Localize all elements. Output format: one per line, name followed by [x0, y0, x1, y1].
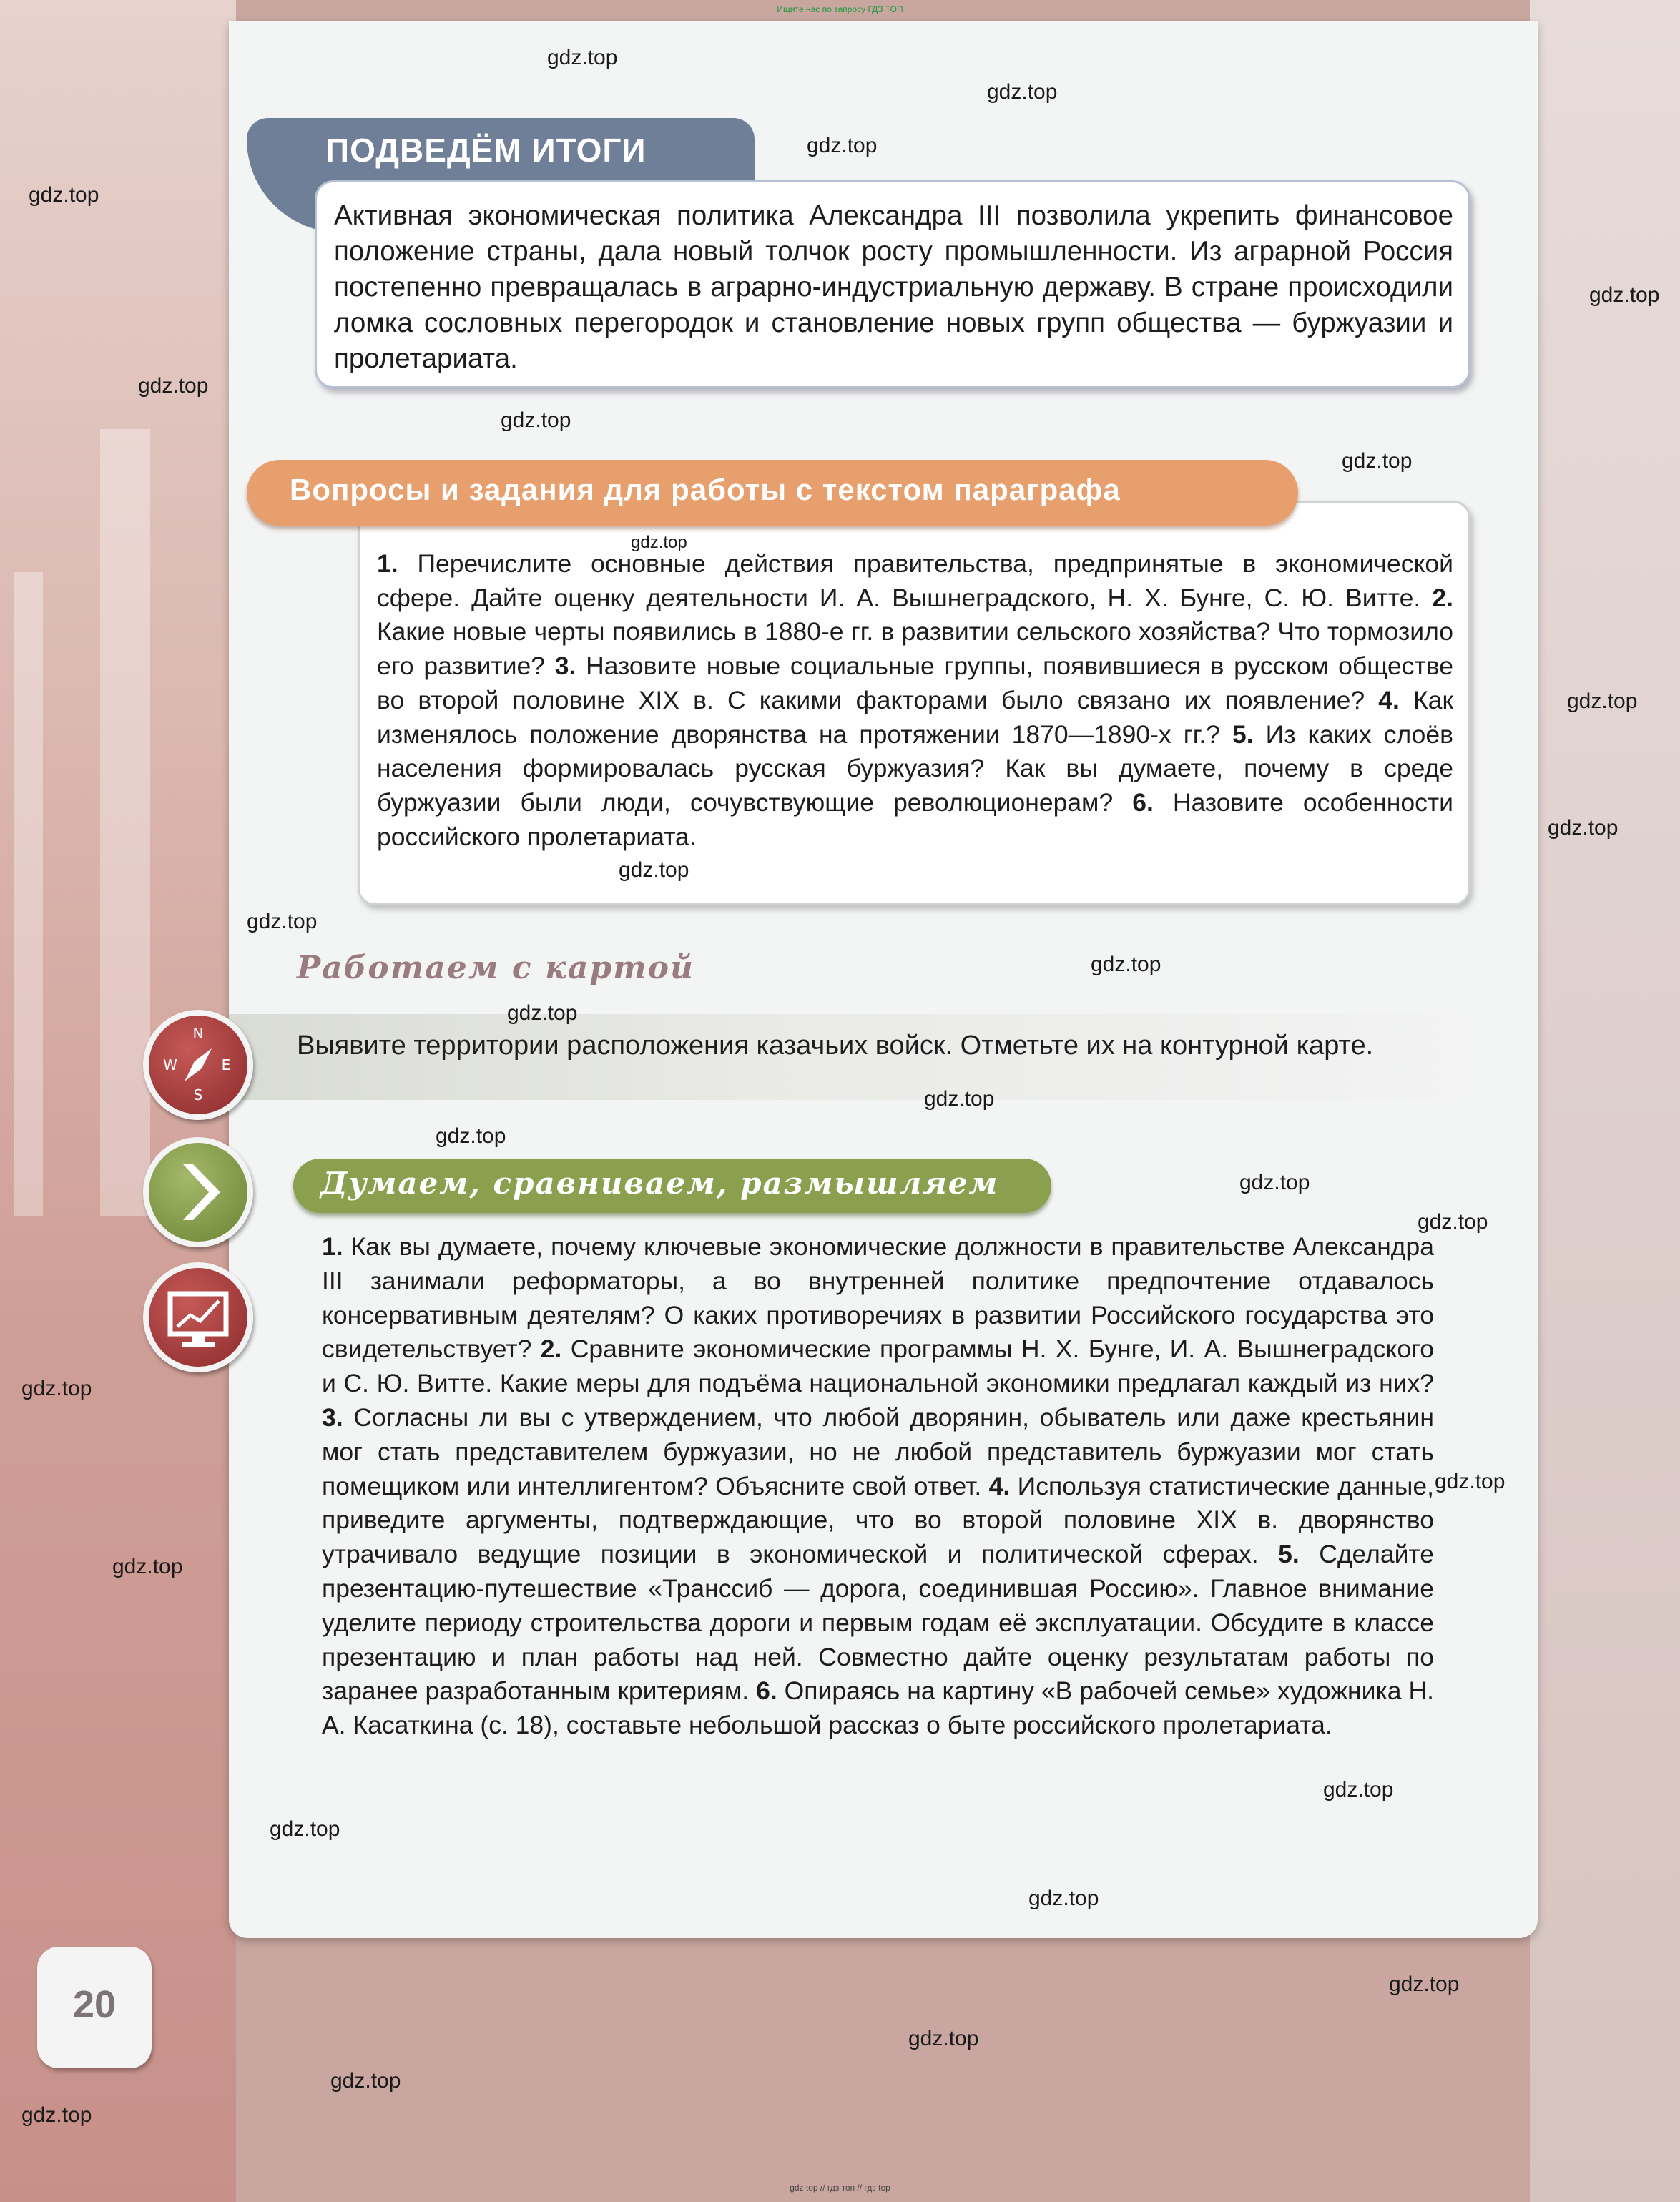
watermark: gdz.top — [1389, 1972, 1460, 1996]
watermark: gdz.top — [1548, 816, 1618, 840]
watermark: gdz.top — [1342, 449, 1413, 473]
task-number: 6. — [756, 1676, 777, 1706]
task-text: Сделайте презентацию-путешествие «Транссиб — дорога, соединившая Россию». Главное внимание уделите периоду строительства дороги и первым годам её эксплуатации. Обсудите в классе презентацию и план работы над ней. Совместно дайте оценку результатам работы по заранее разработанным критериям. — [322, 1540, 1435, 1706]
factory-chimney-illustration — [14, 572, 43, 1216]
map-task-text: Выявите территории расположения казачьих войск. Отметьте их на контурной карте. — [297, 1031, 1374, 1061]
monitor-base — [182, 1342, 215, 1347]
task-number: 4. — [988, 1471, 1011, 1500]
summary-heading: ПОДВЕДЁМ ИТОГИ — [325, 132, 647, 169]
task-number: 5. — [1278, 1540, 1300, 1569]
watermark: gdz.top — [330, 2069, 401, 2093]
watermark: gdz.top — [908, 2027, 979, 2050]
watermark: gdz.top — [29, 183, 99, 207]
questions-text — [377, 547, 1453, 854]
compass-letter-n: N — [192, 1025, 204, 1042]
page-number-badge — [37, 1947, 152, 2068]
monitor-chart-icon-graphic — [149, 1268, 247, 1367]
compass-icon-graphic — [149, 1016, 247, 1114]
watermark: gdz.top — [1323, 1778, 1394, 1802]
summary-box — [315, 180, 1470, 388]
question-text: Какие новые черты появились в 1880-е гг. в развитии сельского хозяйства? Что тормозило его развитие? — [377, 617, 1453, 681]
question-number: 6. — [1132, 787, 1154, 817]
watermark: gdz.top — [247, 910, 318, 933]
watermark: gdz.top — [547, 46, 618, 69]
task-text: Как вы думаете, почему ключевые экономические должности в правительстве Александра III занимали реформаторы, а во внутренней политике предпочтение отдавалось консервативным деятелям? О каких противоречиях в развитии Российского государства это свидетельствует? — [322, 1232, 1434, 1364]
questions-heading: Вопросы и задания для работы с текстом параграфа — [290, 473, 1121, 506]
watermark: gdz.top — [21, 1377, 92, 1400]
compass-letter-s: S — [193, 1086, 203, 1104]
watermark: gdz.top — [501, 408, 571, 432]
monitor-chart-line — [177, 1301, 219, 1327]
task-text: Используя статистические данные, приведите аргументы, подтверждающие, что во второй половине XIX в. дворянство утрачивало ведущие позиции в экономической и политической сферах. — [322, 1471, 1434, 1569]
watermark: gdz.top — [1567, 689, 1638, 713]
watermark: gdz.top — [1418, 1210, 1488, 1234]
watermark: gdz.top — [138, 374, 209, 398]
watermark: gdz.top — [112, 1555, 183, 1578]
compass-needle — [185, 1048, 212, 1081]
task-number: 2. — [540, 1335, 562, 1364]
watermark: gdz.top — [436, 1124, 506, 1148]
question-text: Назовите новые социальные группы, появившиеся в русском обществе во второй половине XIX в. С какими факторами было связано их появление? — [377, 652, 1453, 714]
watermark: gdz.top — [807, 134, 878, 157]
summary-text: Активная экономическая политика Александра III позволила укрепить финансовое положение страны, дала новый толчок росту промышленности. Из аграрной Россия постепенно превращалась в аграрно-индустриальную державу. В стране происходили ломка сословных перегородок и становление новых групп общества — буржуазии и пролетариата. — [334, 200, 1453, 374]
question-number: 4. — [1378, 685, 1400, 714]
factory-chimney-illustration — [100, 429, 150, 1216]
question-text: Назовите особенности российского пролетариата. — [377, 787, 1453, 851]
map-task-band — [229, 1014, 1538, 1100]
watermark: gdz.top — [270, 1817, 340, 1841]
monitor-stand — [192, 1334, 205, 1342]
watermark: gdz.top — [507, 1001, 578, 1025]
question-number: 5. — [1232, 719, 1254, 749]
compass-letter-e: E — [221, 1056, 231, 1073]
watermark: gdz.top — [619, 858, 689, 882]
question-number: 2. — [1432, 583, 1453, 612]
compass-icon — [143, 1010, 253, 1120]
question-text: Перечислите основные действия правительства, предпринятые в экономической сфере. Дайте оценку деятельности И. А. Вышнеградского, Н. Х. Бунге, С. Ю. Витте. — [377, 549, 1453, 612]
question-number: 1. — [377, 549, 398, 578]
watermark: gdz.top — [924, 1087, 995, 1111]
top-note: Ищите нас по запросу ГДЗ ТОП — [777, 4, 903, 14]
compass-letter-w: W — [163, 1056, 177, 1073]
question-text: Как изменялось положение дворянства на протяжении 1870—1890-х гг.? — [377, 685, 1453, 749]
watermark: gdz.top — [1239, 1171, 1310, 1194]
watermark: gdz.top — [21, 2103, 92, 2127]
chevron-shape — [183, 1164, 220, 1220]
watermark: gdz.top — [631, 533, 687, 552]
think-heading-bar — [293, 1159, 1051, 1213]
page-number: 20 — [72, 1983, 117, 2026]
task-text: Согласны ли вы с утверждением, что любой дворянин, обыватель или даже крестьянин мог стать представителем буржуазии, но не любой представитель буржуазии мог стать помещиком или интеллигентом? Объясните свой ответ. — [322, 1402, 1434, 1500]
watermark: gdz.top — [987, 80, 1058, 104]
task-text: Сравните экономические программы Н. Х. Бунге, И. А. Вышнеградского и С. Ю. Витте. Какие меры для подъёма национальной экономики предлагал каждый из них? — [322, 1335, 1434, 1398]
watermark: gdz.top — [1091, 953, 1161, 976]
question-number: 3. — [554, 652, 576, 681]
bottom-note: gdz top // гдз топ // гдз top — [790, 2183, 890, 2193]
watermark: gdz.top — [1028, 1887, 1099, 1910]
questions-heading-bar — [247, 460, 1298, 526]
monitor-chart-icon — [143, 1262, 253, 1372]
chevron-right-icon — [143, 1137, 253, 1247]
think-text — [322, 1230, 1434, 1743]
watermark: gdz.top — [1435, 1470, 1505, 1493]
task-number: 3. — [322, 1402, 343, 1432]
task-number: 1. — [322, 1232, 343, 1261]
questions-box — [358, 501, 1470, 905]
watermark: gdz.top — [1589, 283, 1660, 307]
task-text: Опираясь на картину «В рабочей семье» художника Н. А. Касаткина (с. 18), составьте небольшой рассказ о быте российского пролетариата. — [322, 1676, 1434, 1740]
question-text: Из каких слоёв населения формировалась русская буржуазия? Как вы думаете, почему в среде буржуазии были люди, сочувствующие революционерам? — [377, 719, 1453, 817]
think-heading: Думаем, сравниваем, размышляем — [320, 1166, 999, 1201]
map-section-heading: Работаем с картой — [297, 950, 694, 986]
chevron-right-icon-graphic — [149, 1143, 247, 1242]
right-background-page — [1530, 0, 1680, 2202]
